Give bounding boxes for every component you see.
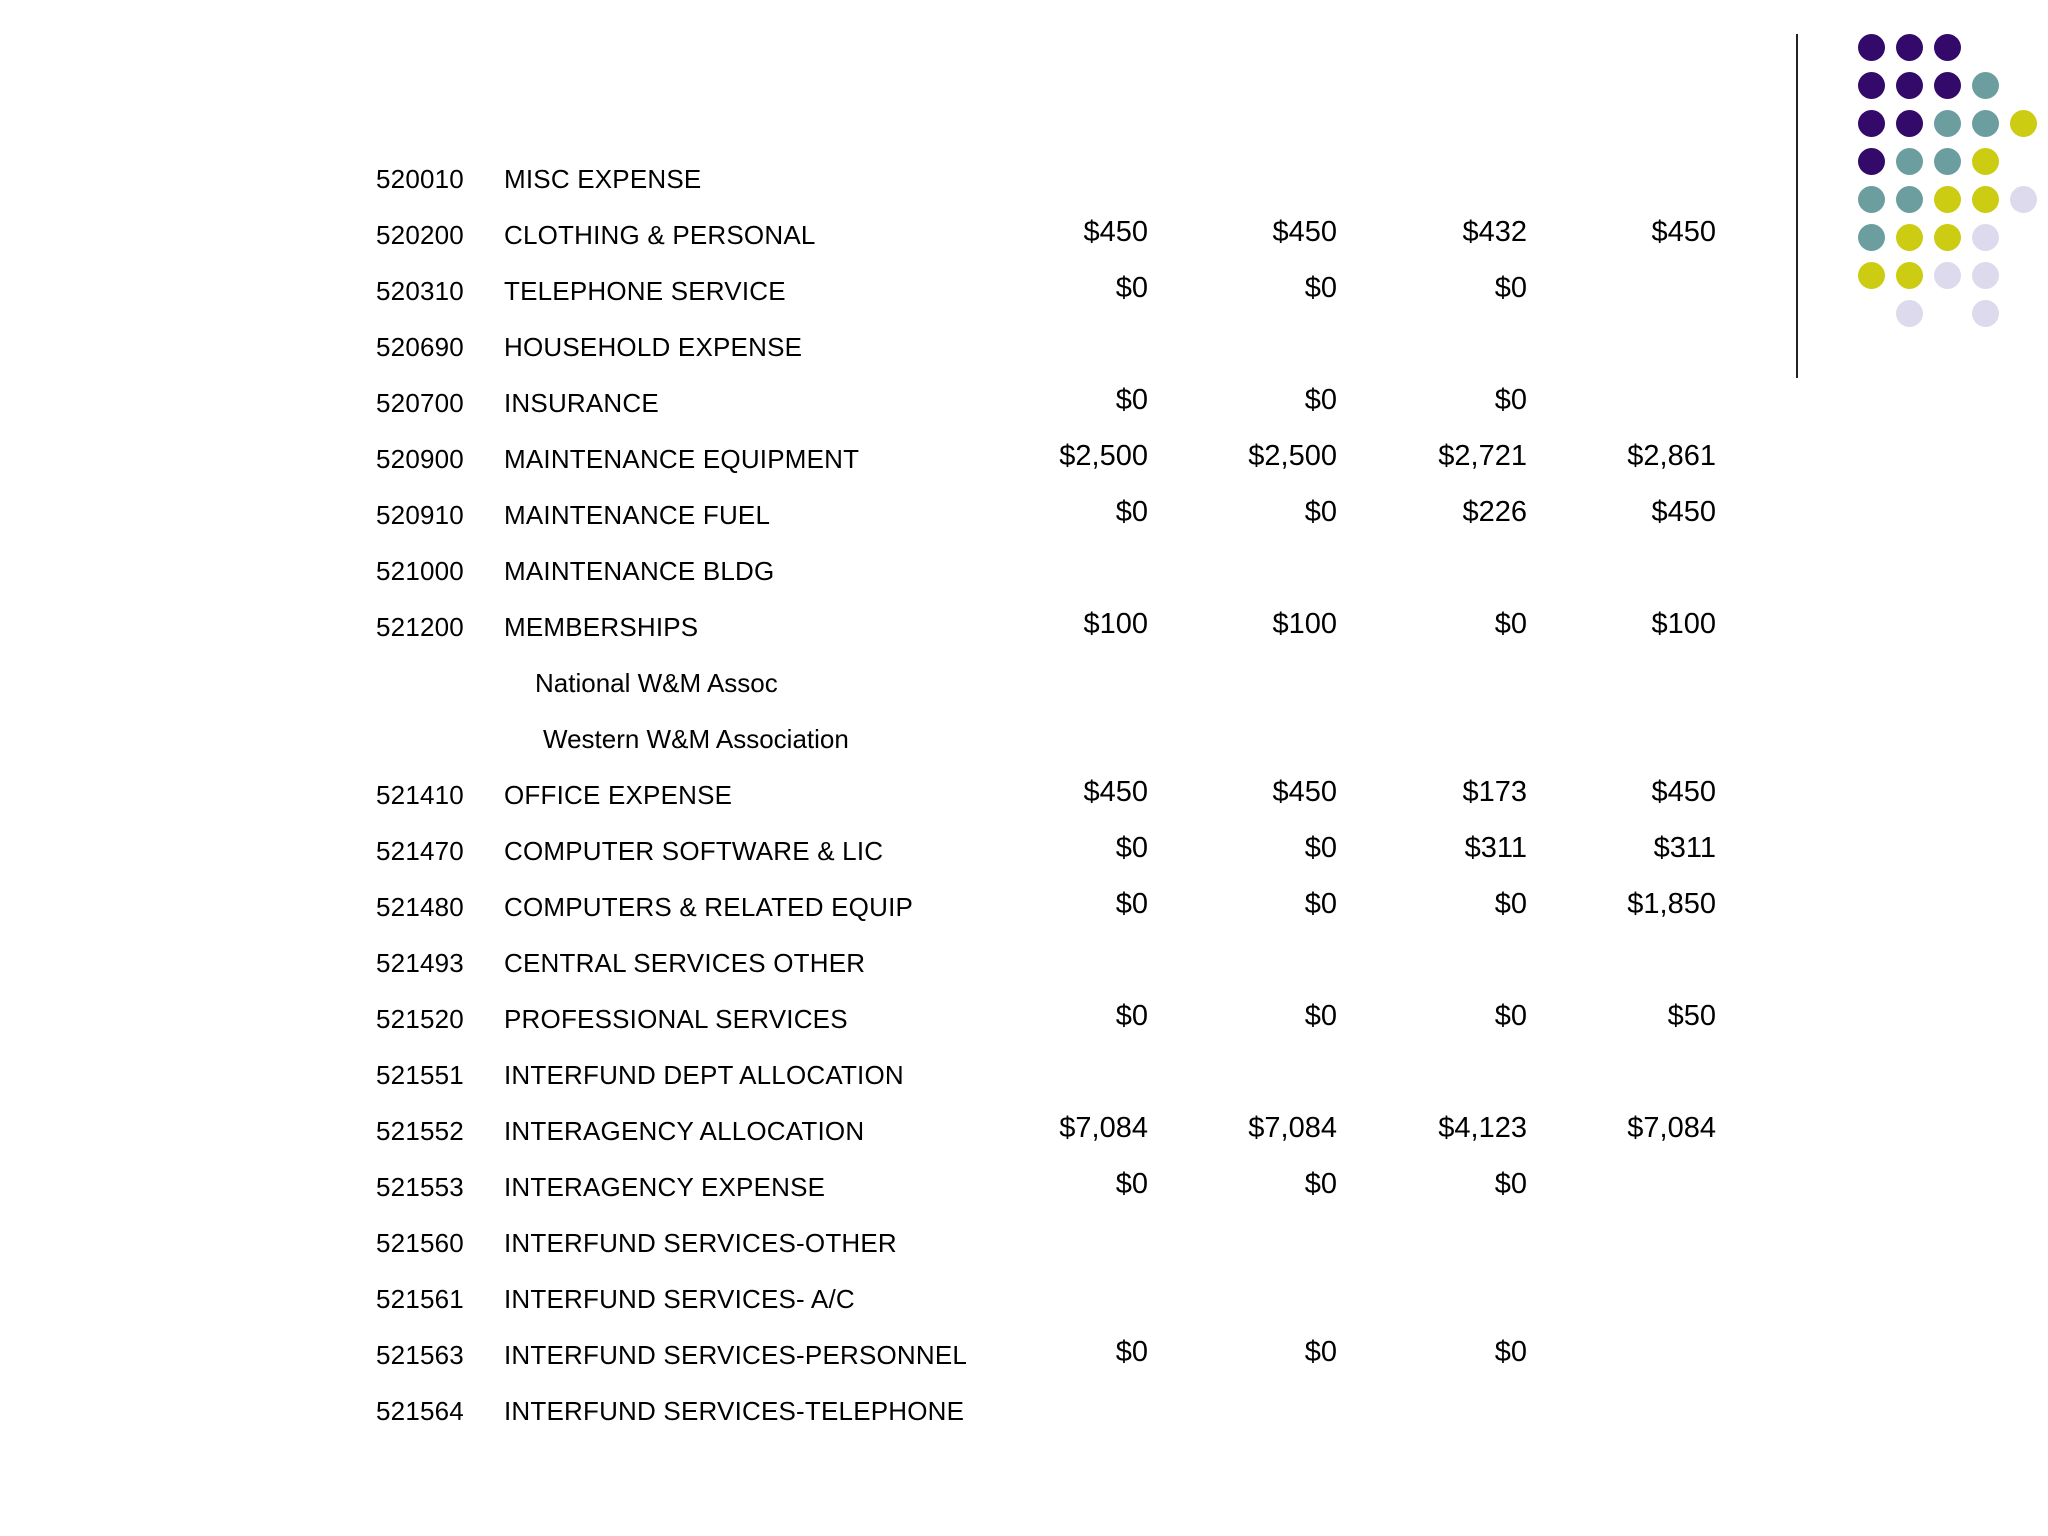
- decorative-dot: [1858, 186, 1885, 213]
- decorative-dot: [1934, 72, 1961, 99]
- account-description: CENTRAL SERVICES OTHER: [504, 948, 866, 978]
- table-row: [0, 990, 1760, 1046]
- decorative-dot: [1896, 300, 1923, 327]
- amount-cell: $2,721: [1438, 440, 1527, 472]
- amount-cell: $0: [1494, 888, 1527, 920]
- amount-cell: $450: [1083, 776, 1148, 808]
- account-description: INTERFUND SERVICES- A/C: [504, 1284, 855, 1314]
- table-row: [0, 1102, 1760, 1158]
- amount-cell: $0: [1304, 1168, 1337, 1200]
- decorative-dot: [1972, 262, 1999, 289]
- account-code: 521552: [376, 1116, 464, 1146]
- account-description: OFFICE EXPENSE: [504, 780, 733, 810]
- account-code: 520010: [376, 164, 464, 194]
- amount-cell: $226: [1462, 496, 1527, 528]
- decorative-dot: [2010, 110, 2037, 137]
- decorative-dot: [2010, 186, 2037, 213]
- table-row: [0, 1046, 1760, 1102]
- table-row: [0, 598, 1760, 654]
- account-code: 521564: [376, 1396, 464, 1426]
- amount-cell: $311: [1653, 832, 1716, 864]
- account-description: COMPUTERS & RELATED EQUIP: [504, 892, 914, 922]
- table-row: [0, 206, 1760, 262]
- amount-cell: $0: [1115, 888, 1148, 920]
- amount-cell: $50: [1667, 1000, 1716, 1032]
- amount-cell: $100: [1083, 608, 1148, 640]
- account-code: 520200: [376, 220, 464, 250]
- decorative-dot: [1934, 224, 1961, 251]
- amount-cell: $7,084: [1248, 1112, 1337, 1144]
- account-description: INTERFUND SERVICES-OTHER: [504, 1228, 897, 1258]
- account-description: MAINTENANCE FUEL: [504, 500, 771, 530]
- amount-cell: $0: [1494, 1168, 1527, 1200]
- table-row: [0, 1326, 1760, 1382]
- table-row: [0, 374, 1760, 430]
- amount-cell: $7,084: [1627, 1112, 1716, 1144]
- amount-cell: $0: [1304, 888, 1337, 920]
- amount-cell: $100: [1651, 608, 1716, 640]
- account-description: HOUSEHOLD EXPENSE: [504, 332, 803, 362]
- table-row: [0, 1382, 1760, 1438]
- account-code: 520310: [376, 276, 464, 306]
- account-code: 521000: [376, 556, 464, 586]
- amount-cell: $0: [1494, 272, 1527, 304]
- amount-cell: $2,861: [1627, 440, 1716, 472]
- amount-cell: $0: [1304, 832, 1337, 864]
- sub-item-row: [0, 710, 1760, 766]
- amount-cell: $7,084: [1059, 1112, 1148, 1144]
- account-code: 521553: [376, 1172, 464, 1202]
- amount-cell: $2,500: [1248, 440, 1337, 472]
- table-row: [0, 1214, 1760, 1270]
- decorative-dot: [1934, 148, 1961, 175]
- amount-cell: $0: [1494, 1336, 1527, 1368]
- vertical-divider: [1796, 34, 1798, 378]
- amount-cell: $2,500: [1059, 440, 1148, 472]
- amount-cell: $0: [1115, 1336, 1148, 1368]
- table-row: [0, 542, 1760, 598]
- amount-cell: $4,123: [1438, 1112, 1527, 1144]
- amount-cell: $450: [1083, 216, 1148, 248]
- amount-cell: $0: [1494, 608, 1527, 640]
- decorative-dot: [1858, 262, 1885, 289]
- account-code: 520900: [376, 444, 464, 474]
- amount-cell: $0: [1115, 272, 1148, 304]
- amount-cell: $450: [1272, 776, 1337, 808]
- table-row: [0, 430, 1760, 486]
- decorative-dot: [1896, 224, 1923, 251]
- account-code: 521200: [376, 612, 464, 642]
- account-code: 521551: [376, 1060, 464, 1090]
- table-row: [0, 1158, 1760, 1214]
- table-row: [0, 934, 1760, 990]
- decorative-dot: [1972, 148, 1999, 175]
- account-code: 520700: [376, 388, 464, 418]
- amount-cell: $0: [1115, 1000, 1148, 1032]
- decorative-dot: [1972, 72, 1999, 99]
- account-code: 521410: [376, 780, 464, 810]
- table-row: [0, 150, 1760, 206]
- decorative-dot: [1858, 34, 1885, 61]
- decorative-dot: [1972, 110, 1999, 137]
- account-description: INTERFUND DEPT ALLOCATION: [504, 1060, 904, 1090]
- decorative-dot: [1896, 148, 1923, 175]
- decorative-dot: [1934, 186, 1961, 213]
- amount-cell: $0: [1115, 832, 1148, 864]
- sub-item-row: [0, 654, 1760, 710]
- decorative-dot: [1858, 72, 1885, 99]
- amount-cell: $1,850: [1627, 888, 1716, 920]
- decorative-dot: [1896, 72, 1923, 99]
- decorative-dot: [1896, 262, 1923, 289]
- decorative-dot: [1934, 110, 1961, 137]
- table-row: [0, 1270, 1760, 1326]
- amount-cell: $0: [1304, 384, 1337, 416]
- account-description: MAINTENANCE EQUIPMENT: [504, 444, 860, 474]
- table-row: [0, 878, 1760, 934]
- membership-sub-item: National W&M Assoc: [535, 668, 778, 698]
- account-description: INTERAGENCY ALLOCATION: [504, 1116, 865, 1146]
- amount-cell: $173: [1462, 776, 1527, 808]
- decorative-dot: [1858, 224, 1885, 251]
- account-code: 521563: [376, 1340, 464, 1370]
- account-description: INTERAGENCY EXPENSE: [504, 1172, 826, 1202]
- amount-cell: $0: [1494, 1000, 1527, 1032]
- membership-sub-item: Western W&M Association: [543, 724, 849, 754]
- account-code: 520690: [376, 332, 464, 362]
- table-row: [0, 822, 1760, 878]
- account-code: 521520: [376, 1004, 464, 1034]
- amount-cell: $0: [1494, 384, 1527, 416]
- decorative-dot: [1972, 186, 1999, 213]
- decorative-dot: [1972, 224, 1999, 251]
- amount-cell: $0: [1115, 1168, 1148, 1200]
- table-row: [0, 318, 1760, 374]
- amount-cell: $450: [1651, 216, 1716, 248]
- decorative-dot: [1858, 110, 1885, 137]
- amount-cell: $0: [1304, 272, 1337, 304]
- amount-cell: $450: [1272, 216, 1337, 248]
- decorative-dot: [1896, 34, 1923, 61]
- account-description: INTERFUND SERVICES-PERSONNEL: [504, 1340, 968, 1370]
- account-code: 521561: [376, 1284, 464, 1314]
- account-description: MAINTENANCE BLDG: [504, 556, 775, 586]
- amount-cell: $432: [1462, 216, 1527, 248]
- account-description: MISC EXPENSE: [504, 164, 702, 194]
- decorative-dot: [1896, 110, 1923, 137]
- amount-cell: $0: [1304, 496, 1337, 528]
- table-row: [0, 486, 1760, 542]
- account-code: 521470: [376, 836, 464, 866]
- amount-cell: $0: [1304, 1000, 1337, 1032]
- amount-cell: $0: [1115, 384, 1148, 416]
- account-description: CLOTHING & PERSONAL: [504, 220, 816, 250]
- decorative-dot: [1858, 148, 1885, 175]
- decorative-dot: [1934, 34, 1961, 61]
- account-description: TELEPHONE SERVICE: [504, 276, 786, 306]
- table-row: [0, 766, 1760, 822]
- account-description: INTERFUND SERVICES-TELEPHONE: [504, 1396, 965, 1426]
- amount-cell: $450: [1651, 776, 1716, 808]
- decorative-dot: [1896, 186, 1923, 213]
- account-description: PROFESSIONAL SERVICES: [504, 1004, 848, 1034]
- amount-cell: $0: [1115, 496, 1148, 528]
- amount-cell: $450: [1651, 496, 1716, 528]
- account-code: 520910: [376, 500, 464, 530]
- account-description: COMPUTER SOFTWARE & LIC: [504, 836, 884, 866]
- account-code: 521493: [376, 948, 464, 978]
- account-code: 521480: [376, 892, 464, 922]
- amount-cell: $0: [1304, 1336, 1337, 1368]
- amount-cell: $100: [1272, 608, 1337, 640]
- account-description: INSURANCE: [504, 388, 659, 418]
- decorative-dot: [1972, 300, 1999, 327]
- account-code: 521560: [376, 1228, 464, 1258]
- table-row: [0, 262, 1760, 318]
- account-description: MEMBERSHIPS: [504, 612, 699, 642]
- amount-cell: $311: [1464, 832, 1527, 864]
- decorative-dot: [1934, 262, 1961, 289]
